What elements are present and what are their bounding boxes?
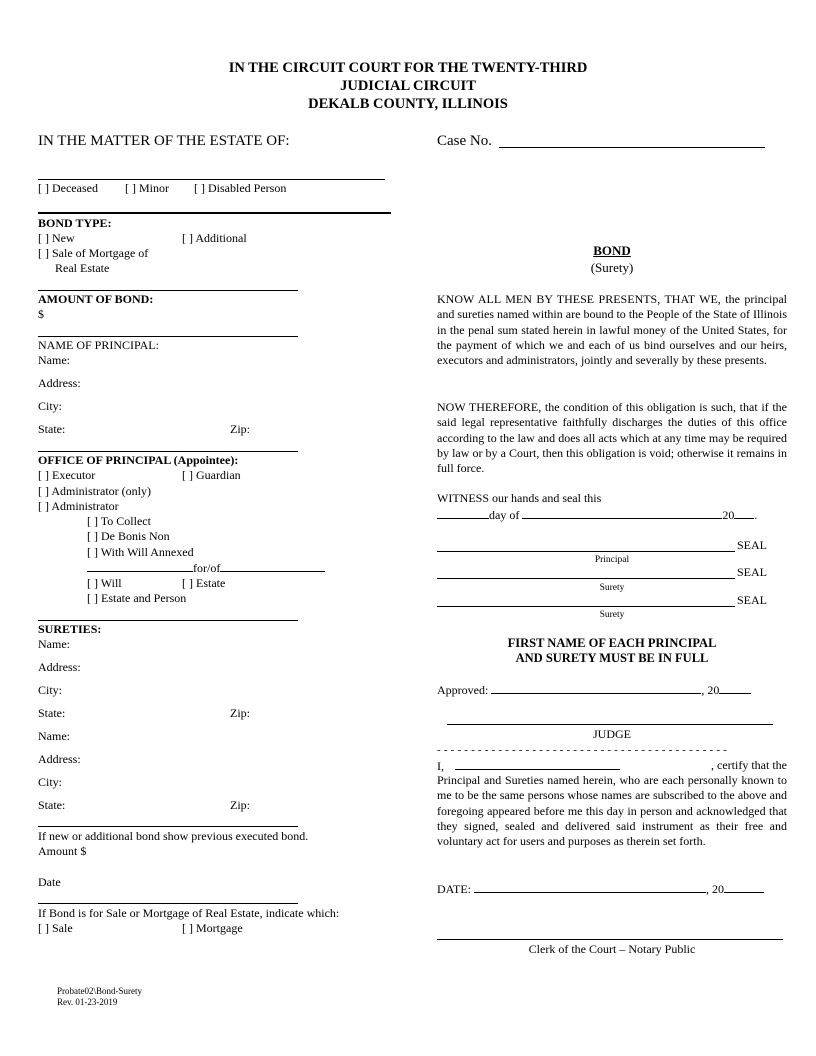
- divider: [38, 826, 298, 827]
- with-will-annexed-checkbox[interactable]: [ ] With Will Annexed: [87, 545, 194, 559]
- surety2-name-field[interactable]: Name:: [38, 729, 70, 743]
- estate-name-field[interactable]: [38, 179, 385, 180]
- certify-that-label: , certify that the: [711, 758, 787, 772]
- principal-caption: Principal: [594, 555, 630, 565]
- surety2-address-field[interactable]: Address:: [38, 752, 81, 766]
- witness-day-blank[interactable]: [437, 507, 489, 519]
- principal-address-field[interactable]: Address:: [38, 376, 81, 390]
- for-of-blank-2[interactable]: [220, 560, 325, 572]
- administrator-only-checkbox[interactable]: [ ] Administrator (only): [38, 484, 151, 498]
- principal-zip-field[interactable]: Zip:: [230, 422, 250, 436]
- first-name-notice-2: AND SURETY MUST BE IN FULL: [515, 651, 709, 665]
- amount-field[interactable]: $: [38, 307, 44, 321]
- certify-line: [437, 758, 787, 774]
- case-no-field[interactable]: [499, 147, 765, 148]
- form-revision: Rev. 01-23-2019: [57, 997, 118, 1007]
- principal-city-field[interactable]: City:: [38, 399, 63, 413]
- bond-sale-mortgage-checkbox[interactable]: [ ] Sale of Mortgage of: [38, 246, 149, 260]
- seal-label-1: SEAL: [737, 538, 767, 552]
- bond-additional-checkbox[interactable]: [ ] Additional: [182, 231, 247, 245]
- disabled-person-checkbox[interactable]: [ ] Disabled Person: [194, 181, 287, 195]
- bond-sale-mortgage-label-2: Real Estate: [55, 261, 110, 275]
- sale-checkbox[interactable]: [ ] Sale: [38, 921, 73, 935]
- court-title-line2: JUDICIAL CIRCUIT: [340, 78, 476, 94]
- divider: [38, 336, 298, 337]
- twenty-label: 20: [722, 508, 735, 522]
- divider: [38, 451, 298, 452]
- section-divider: [38, 212, 391, 214]
- divider: [38, 620, 298, 621]
- estate-of-label: IN THE MATTER OF THE ESTATE OF:: [38, 133, 290, 149]
- bond-paragraph-2: NOW THEREFORE, the condition of this obligation is such, that if the said legal representative faithfully discharges the duties of this office according to the law and does all acts which at any time may be required by law or by a Court, then this obligation is void; otherwise it remains in full force.: [437, 400, 787, 476]
- divider: [38, 290, 298, 291]
- surety1-state-field[interactable]: State:: [38, 706, 66, 720]
- bond-new-checkbox[interactable]: [ ] New: [38, 231, 75, 245]
- surety1-zip-field[interactable]: Zip:: [230, 706, 250, 720]
- approved-year-blank[interactable]: [719, 682, 751, 694]
- principal-state-field[interactable]: State:: [38, 422, 66, 436]
- estate-checkbox[interactable]: [ ] Estate: [182, 576, 226, 590]
- approved-line[interactable]: [437, 682, 751, 698]
- surety2-caption: Surety: [599, 610, 625, 620]
- form-id: Probate02\Bond-Surety: [57, 986, 142, 996]
- sale-mortgage-note: If Bond is for Sale or Mortgage of Real Estate, indicate which:: [38, 906, 340, 920]
- executor-checkbox[interactable]: [ ] Executor: [38, 468, 96, 482]
- day-of-label: day of: [489, 508, 520, 522]
- mortgage-checkbox[interactable]: [ ] Mortgage: [182, 921, 243, 935]
- office-heading: OFFICE OF PRINCIPAL (Appointee):: [38, 453, 239, 467]
- previous-date-field[interactable]: Date: [38, 875, 61, 889]
- date-year-blank[interactable]: [724, 881, 764, 893]
- clerk-caption: Clerk of the Court – Notary Public: [528, 942, 696, 956]
- certify-body: Principal and Sureties named herein, who are each personally known to me to be the same persons whose names are subscribed to the above and foregoing appeared before me this day in person and acknowledged that they signed, sealed and delivered said instrument as their free and voluntary act for users and purposes as therein set forth.: [437, 773, 787, 849]
- de-bonis-non-checkbox[interactable]: [ ] De Bonis Non: [87, 529, 170, 543]
- for-of-blank-1[interactable]: [87, 560, 193, 572]
- approved-date-blank[interactable]: [491, 682, 701, 694]
- surety2-city-field[interactable]: City:: [38, 775, 63, 789]
- surety1-city-field[interactable]: City:: [38, 683, 63, 697]
- case-no-label: Case No.: [437, 133, 492, 149]
- deceased-checkbox[interactable]: [ ] Deceased: [38, 181, 98, 195]
- date-blank[interactable]: [474, 881, 706, 893]
- principal-signature-line[interactable]: [437, 551, 735, 552]
- minor-checkbox[interactable]: [ ] Minor: [125, 181, 169, 195]
- judge-signature-line[interactable]: [447, 724, 773, 725]
- date-line[interactable]: [437, 881, 764, 897]
- for-of-label: for/of: [193, 561, 221, 575]
- principal-heading: NAME OF PRINCIPAL:: [38, 338, 159, 352]
- bond-paragraph-1: KNOW ALL MEN BY THESE PRESENTS, THAT WE, the principal and sureties named within are bound to the People of the State of Illinois in the penal sum stated herein in lawful money of the United States, for the payment of which we and each of us bind ourselves and our heirs, executors and administrators, jointly and severally by these presents.: [437, 292, 787, 368]
- date-year-label: , 20: [706, 882, 724, 896]
- bond-title: BOND: [593, 243, 631, 258]
- bond-subtitle: (Surety): [590, 260, 634, 275]
- court-title-line3: DEKALB COUNTY, ILLINOIS: [308, 96, 508, 112]
- estate-and-person-checkbox[interactable]: [ ] Estate and Person: [87, 591, 187, 605]
- previous-bond-note: If new or additional bond show previous executed bond.: [38, 829, 309, 843]
- will-checkbox[interactable]: [ ] Will: [87, 576, 122, 590]
- for-of-line[interactable]: [87, 560, 325, 576]
- surety1-caption: Surety: [599, 583, 625, 593]
- previous-amount-field[interactable]: Amount $: [38, 844, 87, 858]
- divider: [38, 903, 298, 904]
- bond-type-heading: BOND TYPE:: [38, 216, 112, 230]
- principal-name-field[interactable]: Name:: [38, 353, 70, 367]
- date-label: DATE:: [437, 882, 471, 896]
- witness-label: WITNESS our hands and seal this: [437, 491, 602, 505]
- judge-label: JUDGE: [593, 727, 631, 741]
- amount-heading: AMOUNT OF BOND:: [38, 292, 154, 306]
- certifier-name-blank[interactable]: [455, 758, 620, 770]
- court-title-line1: IN THE CIRCUIT COURT FOR THE TWENTY-THIRD: [228, 60, 588, 76]
- surety1-signature-line[interactable]: [437, 578, 735, 579]
- period: .: [754, 508, 758, 522]
- approved-year-label: , 20: [701, 683, 720, 697]
- surety1-address-field[interactable]: Address:: [38, 660, 81, 674]
- seal-label-2: SEAL: [737, 565, 767, 579]
- surety2-zip-field[interactable]: Zip:: [230, 798, 250, 812]
- witness-date-line[interactable]: [437, 507, 757, 523]
- surety2-state-field[interactable]: State:: [38, 798, 66, 812]
- surety2-signature-line[interactable]: [437, 606, 735, 607]
- administrator-checkbox[interactable]: [ ] Administrator: [38, 499, 119, 513]
- guardian-checkbox[interactable]: [ ] Guardian: [182, 468, 241, 482]
- witness-year-blank[interactable]: [734, 507, 754, 519]
- surety1-name-field[interactable]: Name:: [38, 637, 70, 651]
- witness-month-blank[interactable]: [522, 507, 722, 519]
- approved-label: Approved:: [437, 683, 489, 697]
- sureties-heading: SURETIES:: [38, 622, 102, 636]
- clerk-signature-line[interactable]: [437, 939, 783, 940]
- certify-i: I,: [437, 759, 444, 773]
- seal-label-3: SEAL: [737, 593, 767, 607]
- first-name-notice-1: FIRST NAME OF EACH PRINCIPAL: [507, 636, 717, 650]
- dashed-separator: - - - - - - - - - - - - - - - - - - - - - - - - - - - - - - - - - - - - - - - - - - -: [437, 744, 728, 756]
- to-collect-checkbox[interactable]: [ ] To Collect: [87, 514, 151, 528]
